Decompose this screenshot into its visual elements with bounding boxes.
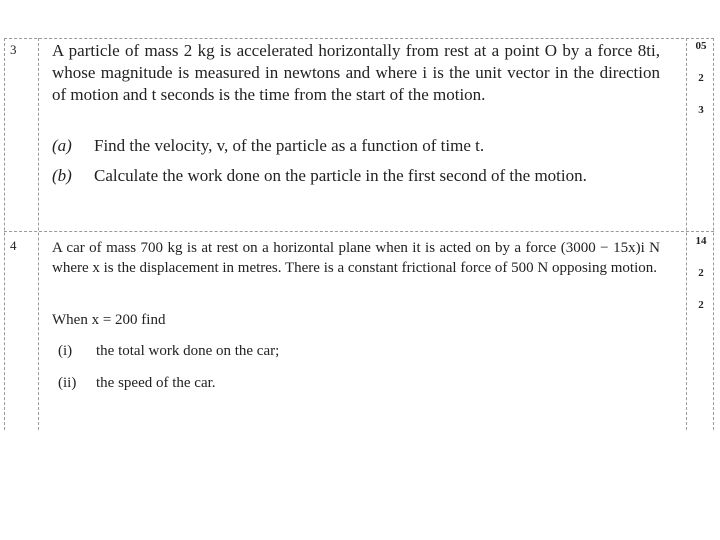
question-part bbox=[52, 165, 660, 187]
part-label: (b) bbox=[52, 166, 72, 185]
marks-value: 14 bbox=[695, 235, 707, 247]
question-part bbox=[52, 135, 660, 157]
marks-column-divider bbox=[686, 38, 687, 430]
marks-value: 2 bbox=[698, 267, 704, 279]
question-prompt: When x = 200 find bbox=[52, 312, 166, 328]
question-part bbox=[58, 341, 658, 361]
marks-value: 3 bbox=[698, 104, 704, 116]
table-right-border bbox=[713, 38, 714, 430]
question-part bbox=[58, 373, 658, 393]
marks-value: 05 bbox=[695, 40, 707, 52]
marks-value: 2 bbox=[698, 72, 704, 84]
question-stem: A particle of mass 2 kg is accelerated horizontally from rest at a point O by a force 8ti, whose magnitude is measured in newtons and where i is the unit vector in the direction of motion and t seconds is the time from the start of the motion. bbox=[52, 41, 660, 104]
part-text: Calculate the work done on the particle in the first second of the motion. bbox=[94, 166, 587, 185]
part-label: (i) bbox=[58, 343, 73, 359]
part-text: Find the velocity, v, of the particle as a function of time t. bbox=[94, 136, 485, 155]
questions-table bbox=[4, 38, 714, 430]
part-label: (ii) bbox=[58, 375, 77, 391]
part-text: the total work done on the car; bbox=[96, 343, 280, 359]
table-left-border bbox=[4, 38, 5, 430]
table-top-border bbox=[4, 38, 714, 39]
question-number: 4 bbox=[10, 238, 17, 253]
part-text: the speed of the car. bbox=[96, 375, 216, 391]
question-stem: A car of mass 700 kg is at rest on a horizontal plane when it is acted on by a force (3000 − 15x)i N where x is the displacement in metres. There is a constant frictional force of 500 N opposing motion. bbox=[52, 240, 660, 276]
part-label: (a) bbox=[52, 136, 72, 155]
number-column-divider bbox=[38, 38, 39, 430]
marks-value: 2 bbox=[698, 299, 704, 311]
row-divider bbox=[4, 231, 714, 232]
question-number: 3 bbox=[10, 42, 17, 57]
